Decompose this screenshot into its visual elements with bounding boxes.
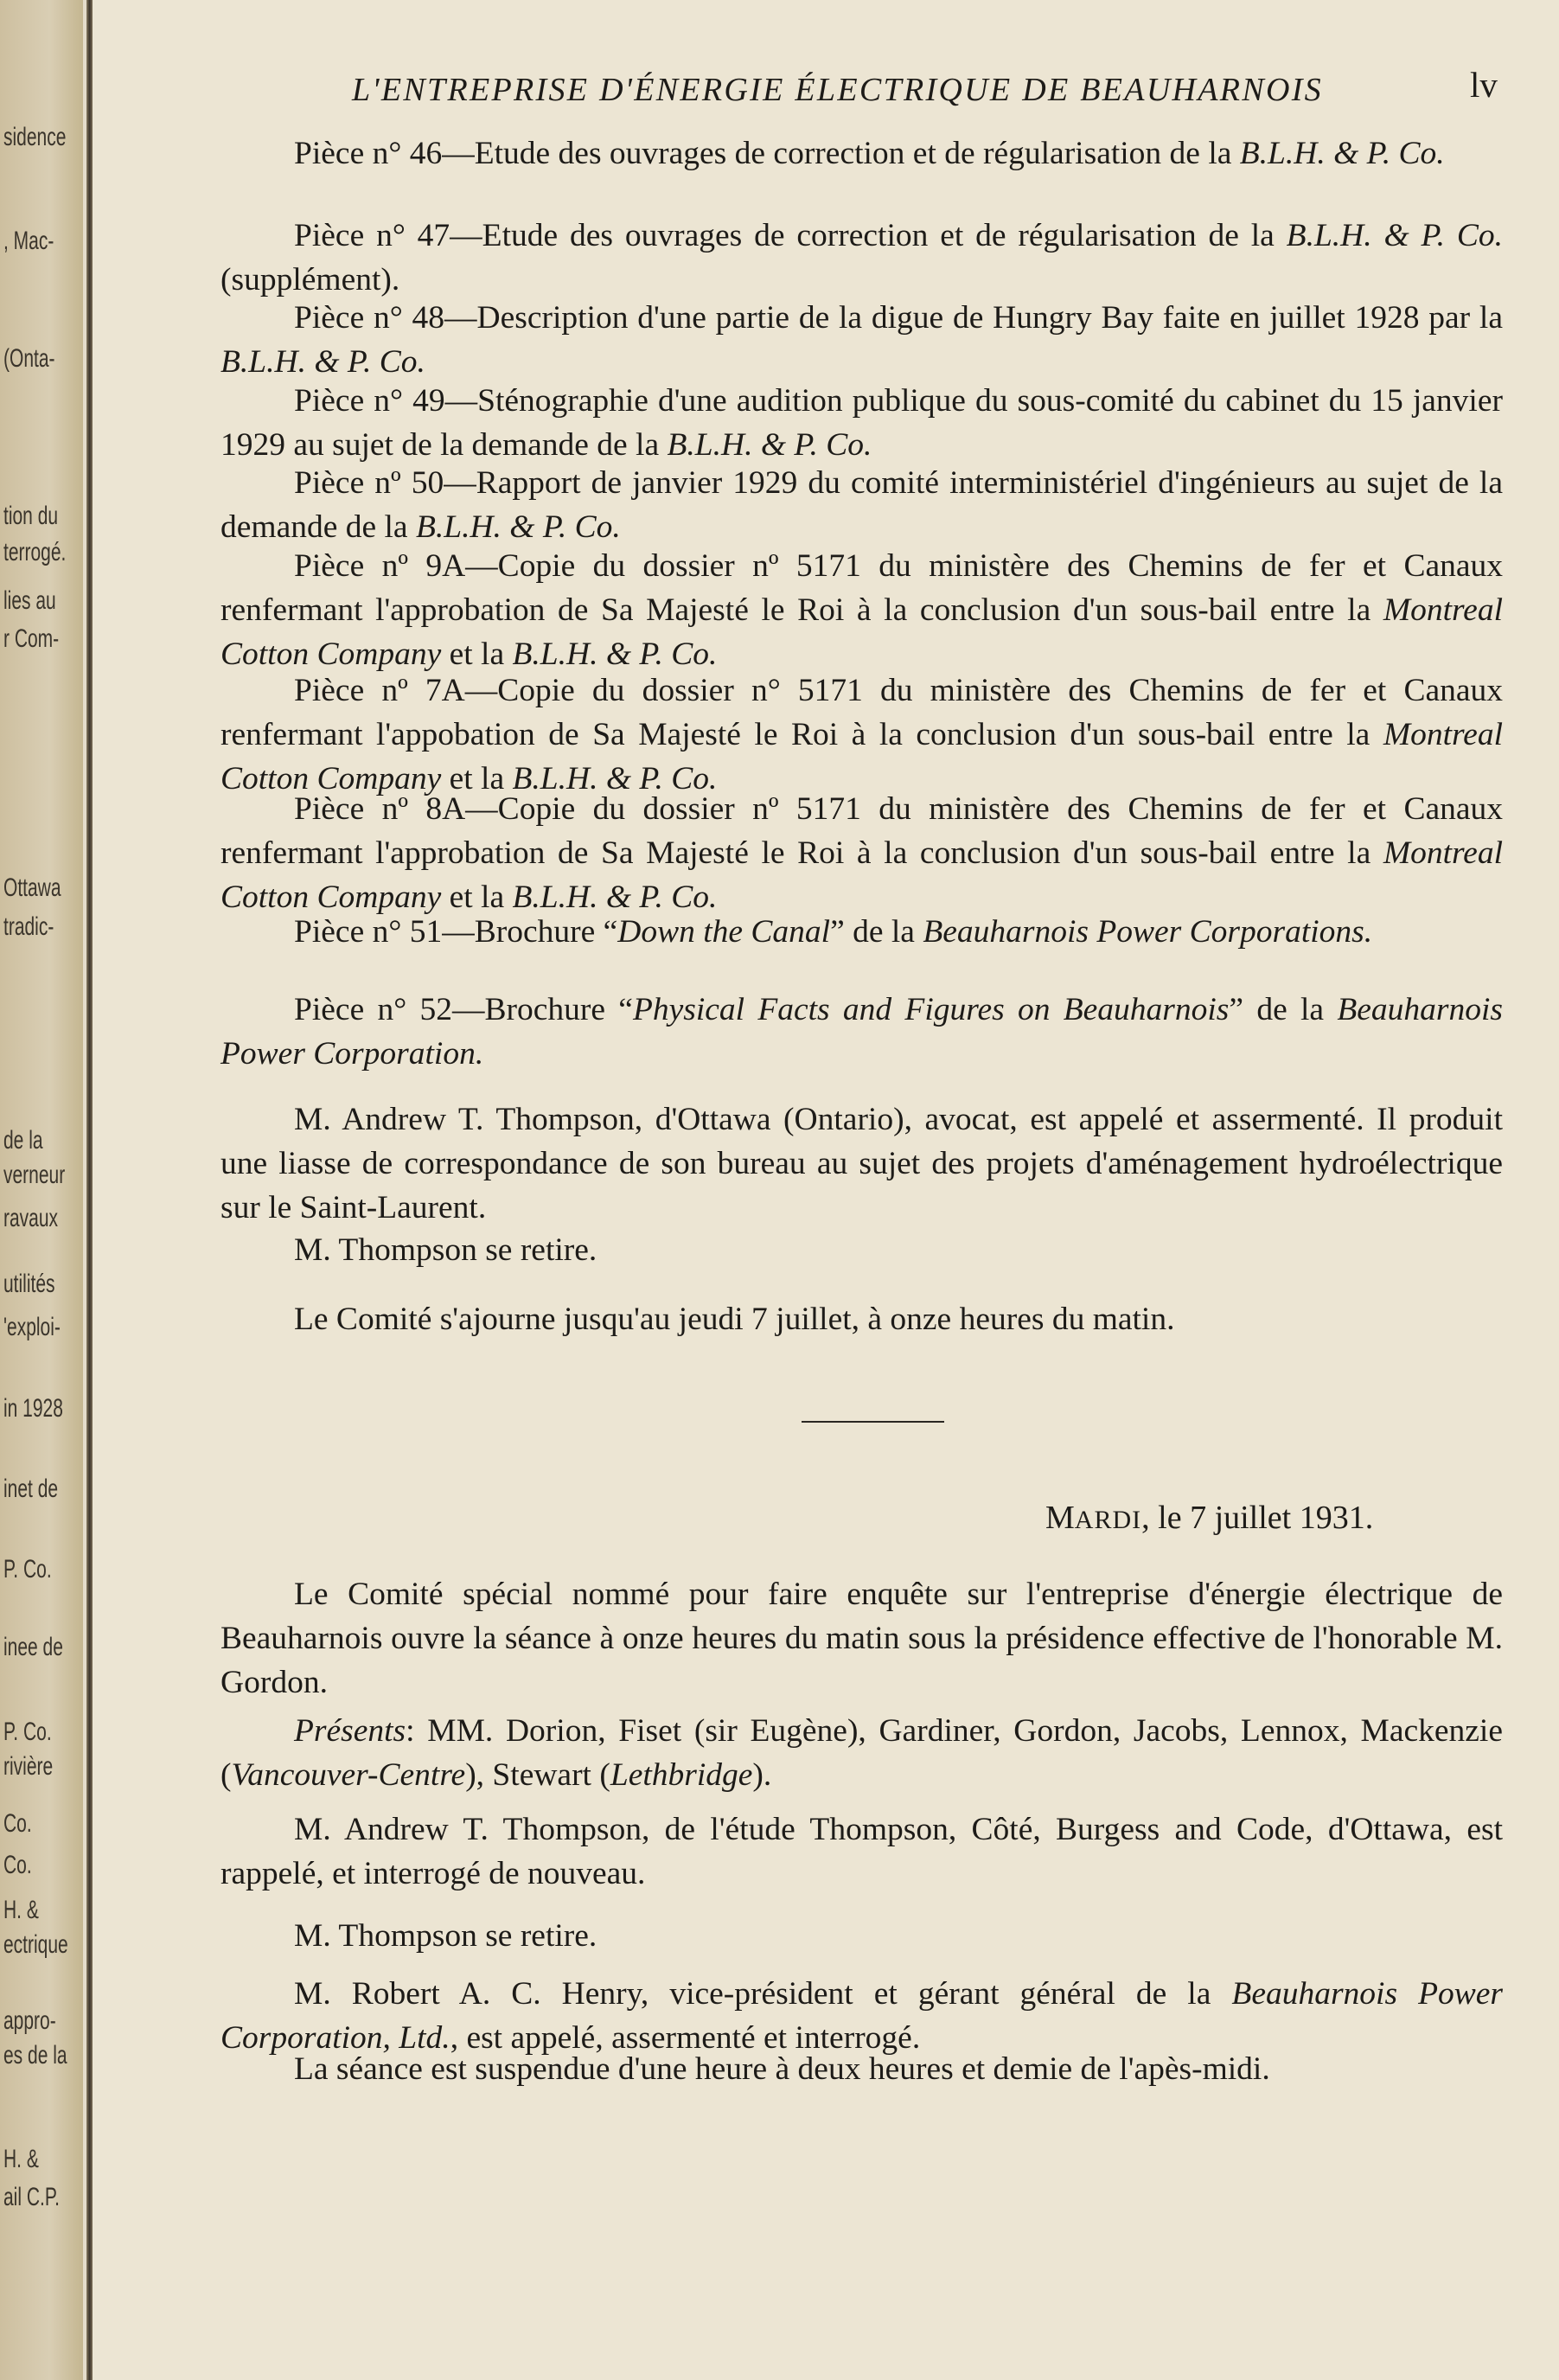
paragraph [220,787,1503,919]
text-run: Pièce nº 9A—Copie du dossier nº 5171 du ministère des Chemins de fer et Canaux renfermant l'approbation de Sa Majesté le Roi à la conclusion d'un sous-bail entre la [220,548,1503,628]
paragraph [220,544,1503,676]
italic-text: Présents [294,1713,406,1749]
document-page [93,0,1559,2380]
text-run: et la [441,637,513,672]
text-run: ). [752,1757,772,1793]
text-run: La séance est suspendue d'une heure à deux heures et demie de l'apès-midi. [294,2051,1270,2087]
margin-fragment: ail C.P. [3,2183,60,2211]
paragraph [220,988,1503,1076]
italic-text: Montreal Cotton Company [220,835,1503,915]
margin-fragment: ravaux [3,1204,59,1232]
text-run: Pièce n° 49—Sténographie d'une audition publique du sous-comité du cabinet du 15 janvier 1929 au sujet de la demande de la [220,383,1503,463]
paragraph [220,1297,1503,1341]
paragraph [220,214,1503,302]
italic-text: Beauharnois Power Corporation, Ltd. [220,1976,1503,2056]
text-run: Pièce n° 47—Etude des ouvrages de correction et de régularisation de la [294,218,1287,253]
paragraph [220,379,1503,467]
margin-fragment: inee de [3,1633,63,1661]
page-number: lv [1470,65,1498,105]
margin-fragment: inet de [3,1475,59,1503]
text-run: Pièce nº 50—Rapport de janvier 1929 du comité interministériel d'ingénieurs au sujet de la demande de la [220,465,1503,545]
italic-text: B.L.H. & P. Co. [667,427,872,463]
paragraph [220,1914,1503,1958]
margin-fragment: in 1928 [3,1394,63,1423]
margin-fragment: tion du [3,502,59,530]
margin-fragment: 'exploi- [3,1313,61,1341]
text-run: M. Andrew T. Thompson, d'Ottawa (Ontario), avocat, est appelé et assermenté. Il produit une liasse de correspondance de son bureau au sujet des projets d'aménagement hydroélectrique sur le Saint-Laurent. [220,1102,1503,1225]
text-run: Pièce nº 8A—Copie du dossier nº 5171 du ministère des Chemins de fer et Canaux renfermant l'approbation de Sa Majesté le Roi à la conclusion d'un sous-bail entre la [220,791,1503,871]
margin-fragment: Ottawa [3,873,61,902]
margin-fragment: appro- [3,2006,56,2035]
italic-text: B.L.H. & P. Co. [415,509,621,545]
text-run: (supplément). [220,262,400,298]
paragraph [220,461,1503,549]
italic-text: B.L.H. & P. Co. [1239,136,1445,171]
text-run: Pièce n° 51—Brochure “ [294,914,618,950]
italic-text: B.L.H. & P. Co. [1286,218,1503,253]
margin-fragment: tradic- [3,912,54,941]
margin-fragment: de la [3,1126,43,1155]
paragraph [220,1228,1503,1272]
facing-page-margin [0,0,83,2380]
text-run: ” de la [1229,992,1338,1027]
italic-text: B.L.H. & P. Co. [512,880,718,915]
paragraph [220,1097,1503,1230]
margin-fragment: sidence [3,123,67,151]
margin-fragment: verneur [3,1161,66,1189]
margin-fragment: , Mac- [3,227,54,255]
text-run: M. Robert A. C. Henry, vice-président et gérant général de la [294,1976,1232,2012]
italic-text: Lethbridge [610,1757,753,1793]
text-run: M. Andrew T. Thompson, de l'étude Thompson, Côté, Burgess and Code, d'Ottawa, est rappelé, et interrogé de nouveau. [220,1812,1503,1891]
binding-line [86,0,93,2380]
section-separator [802,1421,944,1423]
margin-fragment: r Com- [3,624,60,653]
margin-fragment: utilités [3,1270,55,1298]
italic-text: Down the Canal [617,914,831,950]
session-date-text: , le 7 juillet 1931. [1141,1500,1374,1536]
margin-fragment: H. & [3,1896,39,1924]
margin-fragment: Co. [3,1809,32,1838]
margin-fragment: lies au [3,586,56,615]
italic-text: B.L.H. & P. Co. [512,761,718,797]
margin-fragment: es de la [3,2041,67,2070]
text-run: : MM. Dorion, Fiset (sir Eugène), Gardiner, Gordon, Jacobs, Lennox, Mackenzie ( [220,1713,1503,1793]
text-run: Pièce n° 46—Etude des ouvrages de correction et de régularisation de la [294,136,1240,171]
italic-text: Vancouver-Centre [231,1757,466,1793]
margin-fragment: Co. [3,1851,32,1879]
paragraph [220,131,1503,176]
text-run: Le Comité s'ajourne jusqu'au jeudi 7 juillet, à onze heures du matin. [294,1302,1175,1337]
session-day-cap: M [1045,1500,1075,1536]
text-run: ” de la [830,914,923,950]
paragraph [220,2047,1503,2091]
margin-fragment: (Onta- [3,344,55,373]
italic-text: Beauharnois Power Corporations. [923,914,1373,950]
text-run: M. Thompson se retire. [294,1232,597,1268]
running-head: L'ENTREPRISE D'ÉNERGIE ÉLECTRIQUE DE BEAUHARNOIS [352,72,1323,108]
session-day-rest: ARDI [1074,1506,1142,1534]
italic-text: B.L.H. & P. Co. [220,344,425,380]
text-run: Pièce nº 7A—Copie du dossier n° 5171 du ministère des Chemins de fer et Canaux renfermant l'appobation de Sa Majesté le Roi à la conclusion d'un sous-bail entre la [220,673,1503,752]
margin-fragment: rivière [3,1752,54,1781]
paragraph [220,910,1503,954]
text-run: ), Stewart ( [465,1757,610,1793]
paragraph [220,1709,1503,1797]
text-run: M. Thompson se retire. [294,1918,597,1954]
margin-fragment: H. & [3,2145,39,2173]
text-run: et la [441,880,513,915]
text-run: et la [441,761,513,797]
margin-fragment: ectrique [3,1930,68,1959]
paragraph [220,296,1503,384]
italic-text: Montreal Cotton Company [220,592,1503,672]
text-run: , est appelé, assermenté et interrogé. [450,2020,921,2056]
text-run: Le Comité spécial nommé pour faire enquête sur l'entreprise d'énergie électrique de Beauharnois ouvre la séance à onze heures du matin sous la présidence effective de l'honorable M. Gordon. [220,1577,1503,1700]
italic-text: Physical Facts and Figures on Beauharnois [632,992,1230,1027]
italic-text: Montreal Cotton Company [220,717,1503,797]
paragraph [220,1572,1503,1705]
text-run: Pièce n° 52—Brochure “ [294,992,633,1027]
text-run: Pièce n° 48—Description d'une partie de la digue de Hungry Bay faite en juillet 1928 par la [294,300,1503,336]
italic-text: B.L.H. & P. Co. [512,637,718,672]
session-date [1045,1499,1373,1537]
margin-fragment: P. Co. [3,1718,52,1746]
paragraph [220,1807,1503,1896]
margin-fragment: terrogé. [3,538,67,566]
margin-fragment: P. Co. [3,1555,52,1583]
paragraph [220,669,1503,801]
italic-text: Beauharnois Power Corporation. [220,992,1503,1072]
